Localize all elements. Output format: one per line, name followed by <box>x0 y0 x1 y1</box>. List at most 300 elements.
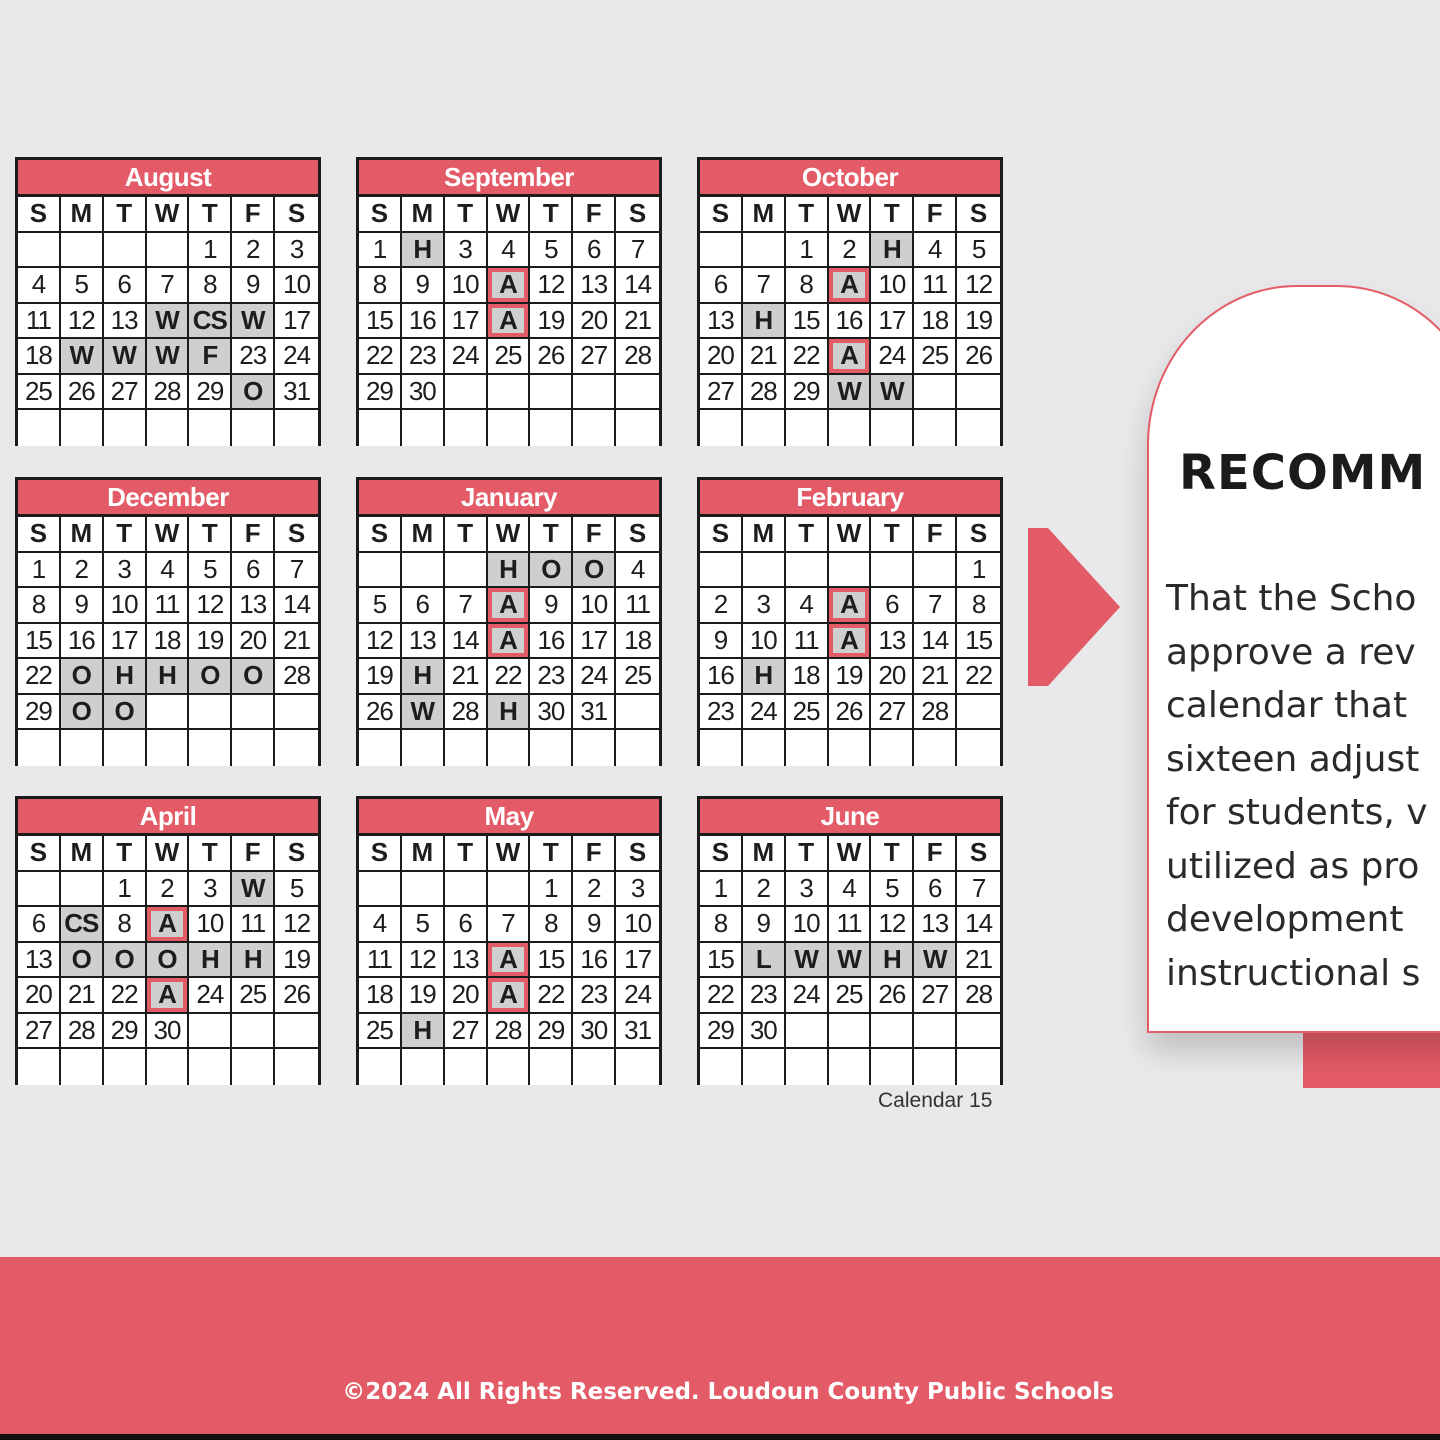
day-cell <box>700 410 743 446</box>
day-cell: 28 <box>488 1014 531 1050</box>
day-cell: 6 <box>871 588 914 624</box>
day-cell: 1 <box>530 872 573 908</box>
day-cell: O <box>530 553 573 589</box>
day-cell: 25 <box>232 978 275 1014</box>
day-cell: 6 <box>445 907 488 943</box>
day-cell <box>829 553 872 589</box>
day-cell: 17 <box>104 624 147 660</box>
day-cell: 5 <box>275 872 318 908</box>
day-cell <box>743 1049 786 1085</box>
day-cell: 24 <box>786 978 829 1014</box>
day-cell: 6 <box>232 553 275 589</box>
day-cell: A <box>147 907 190 943</box>
recommendation-line: approve a rev <box>1166 631 1416 673</box>
weekday-header: S <box>957 197 1000 233</box>
day-cell <box>871 1014 914 1050</box>
month-title: August <box>18 160 318 194</box>
day-cell <box>61 1049 104 1085</box>
day-cell <box>786 730 829 766</box>
day-cell: 22 <box>488 659 531 695</box>
month-calendar-april <box>15 796 321 1085</box>
day-cell: 3 <box>104 553 147 589</box>
card-accent-tab <box>1303 1030 1440 1088</box>
day-cell <box>359 553 402 589</box>
day-cell: 5 <box>61 268 104 304</box>
weekday-header: M <box>743 836 786 872</box>
day-cell: 10 <box>445 268 488 304</box>
day-cell <box>573 375 616 411</box>
day-cell: 10 <box>104 588 147 624</box>
day-cell <box>530 410 573 446</box>
day-cell: 24 <box>871 339 914 375</box>
day-cell: 19 <box>275 943 318 979</box>
weekday-header: T <box>445 197 488 233</box>
day-cell: A <box>488 978 531 1014</box>
weekday-header: F <box>573 517 616 553</box>
weekday-header: W <box>488 517 531 553</box>
weekday-header: S <box>275 197 318 233</box>
day-cell: 13 <box>445 943 488 979</box>
day-cell: 19 <box>530 304 573 340</box>
calendar-caption: Calendar 15 <box>878 1089 993 1112</box>
day-cell: 2 <box>829 233 872 269</box>
day-cell: 24 <box>616 978 659 1014</box>
day-cell: 11 <box>616 588 659 624</box>
day-cell: 12 <box>359 624 402 660</box>
weekday-header: W <box>488 836 531 872</box>
month-calendar-may <box>356 796 662 1085</box>
day-cell: 14 <box>616 268 659 304</box>
day-cell: 10 <box>616 907 659 943</box>
day-cell <box>530 1049 573 1085</box>
day-cell: 1 <box>18 553 61 589</box>
day-cell: O <box>147 943 190 979</box>
day-cell: 5 <box>402 907 445 943</box>
day-cell: H <box>147 659 190 695</box>
day-cell: A <box>829 588 872 624</box>
month-calendar-january <box>356 477 662 766</box>
month-grid <box>359 514 659 766</box>
day-cell <box>957 410 1000 446</box>
day-cell: 7 <box>147 268 190 304</box>
month-grid <box>700 194 1000 446</box>
recommendation-card <box>1147 285 1440 1033</box>
day-cell: 6 <box>700 268 743 304</box>
day-cell <box>402 1049 445 1085</box>
day-cell <box>530 730 573 766</box>
recommendation-line: calendar that <box>1166 685 1408 726</box>
day-cell: O <box>104 695 147 731</box>
month-calendar-august <box>15 157 321 446</box>
day-cell: 17 <box>275 304 318 340</box>
day-cell: 8 <box>700 907 743 943</box>
weekday-header: S <box>18 197 61 233</box>
weekday-header: W <box>147 197 190 233</box>
day-cell: H <box>488 695 531 731</box>
day-cell <box>189 730 232 766</box>
weekday-header: T <box>104 836 147 872</box>
day-cell: 24 <box>189 978 232 1014</box>
weekday-header: S <box>700 517 743 553</box>
day-cell <box>786 553 829 589</box>
day-cell: O <box>232 375 275 411</box>
day-cell <box>61 730 104 766</box>
day-cell: 28 <box>147 375 190 411</box>
day-cell: 7 <box>914 588 957 624</box>
day-cell: 21 <box>616 304 659 340</box>
weekday-header: S <box>359 197 402 233</box>
day-cell: 20 <box>573 304 616 340</box>
day-cell <box>104 410 147 446</box>
day-cell: 10 <box>786 907 829 943</box>
day-cell: 29 <box>530 1014 573 1050</box>
month-title: June <box>700 799 1000 833</box>
recommendation-title: RECOMM <box>1179 445 1427 501</box>
day-cell: 8 <box>359 268 402 304</box>
day-cell: 2 <box>147 872 190 908</box>
day-cell: 13 <box>871 624 914 660</box>
day-cell <box>829 1014 872 1050</box>
day-cell <box>957 375 1000 411</box>
day-cell: 11 <box>18 304 61 340</box>
day-cell: 16 <box>829 304 872 340</box>
day-cell: 26 <box>359 695 402 731</box>
day-cell <box>616 1049 659 1085</box>
month-title: October <box>700 160 1000 194</box>
month-grid <box>700 833 1000 1085</box>
day-cell <box>189 695 232 731</box>
day-cell: 9 <box>530 588 573 624</box>
day-cell: 20 <box>18 978 61 1014</box>
day-cell <box>104 233 147 269</box>
day-cell: 28 <box>445 695 488 731</box>
arrow-connector <box>1028 528 1120 686</box>
day-cell: 18 <box>616 624 659 660</box>
day-cell: 11 <box>786 624 829 660</box>
day-cell: A <box>147 978 190 1014</box>
day-cell: H <box>402 1014 445 1050</box>
day-cell: 25 <box>488 339 531 375</box>
day-cell <box>829 1049 872 1085</box>
day-cell: H <box>743 659 786 695</box>
day-cell <box>189 410 232 446</box>
day-cell: W <box>829 943 872 979</box>
day-cell: 10 <box>871 268 914 304</box>
day-cell: 9 <box>232 268 275 304</box>
day-cell: A <box>829 268 872 304</box>
day-cell <box>743 233 786 269</box>
day-cell <box>232 695 275 731</box>
day-cell: 16 <box>530 624 573 660</box>
day-cell: A <box>488 588 531 624</box>
day-cell: 4 <box>18 268 61 304</box>
day-cell: 27 <box>104 375 147 411</box>
day-cell <box>871 553 914 589</box>
day-cell: 22 <box>530 978 573 1014</box>
weekday-header: T <box>530 197 573 233</box>
month-title: April <box>18 799 318 833</box>
day-cell <box>573 730 616 766</box>
day-cell: 17 <box>871 304 914 340</box>
day-cell <box>700 730 743 766</box>
day-cell: 16 <box>402 304 445 340</box>
month-grid <box>18 194 318 446</box>
day-cell: 23 <box>402 339 445 375</box>
day-cell: 10 <box>275 268 318 304</box>
day-cell <box>914 730 957 766</box>
day-cell: 5 <box>359 588 402 624</box>
day-cell: 24 <box>275 339 318 375</box>
day-cell <box>700 233 743 269</box>
day-cell <box>104 1049 147 1085</box>
day-cell: W <box>871 375 914 411</box>
weekday-header: S <box>700 197 743 233</box>
day-cell: 18 <box>359 978 402 1014</box>
day-cell <box>147 1049 190 1085</box>
day-cell <box>359 410 402 446</box>
day-cell: 3 <box>743 588 786 624</box>
day-cell <box>914 375 957 411</box>
month-calendar-october <box>697 157 1003 446</box>
day-cell: CS <box>61 907 104 943</box>
day-cell: W <box>147 304 190 340</box>
day-cell <box>359 1049 402 1085</box>
day-cell <box>18 872 61 908</box>
day-cell <box>786 1014 829 1050</box>
day-cell: 3 <box>275 233 318 269</box>
day-cell: W <box>402 695 445 731</box>
footer-copyright: ©2024 All Rights Reserved. Loudoun County Public Schools <box>342 1379 1114 1405</box>
weekday-header: S <box>616 197 659 233</box>
day-cell <box>402 872 445 908</box>
day-cell <box>275 695 318 731</box>
weekday-header: T <box>104 517 147 553</box>
day-cell: 3 <box>616 872 659 908</box>
day-cell: 9 <box>700 624 743 660</box>
day-cell: 19 <box>957 304 1000 340</box>
weekday-header: T <box>786 836 829 872</box>
day-cell: 16 <box>700 659 743 695</box>
day-cell: 23 <box>743 978 786 1014</box>
weekday-header: W <box>829 517 872 553</box>
day-cell: 8 <box>189 268 232 304</box>
weekday-header: M <box>61 517 104 553</box>
day-cell <box>488 872 531 908</box>
month-calendar-december <box>15 477 321 766</box>
day-cell: 24 <box>743 695 786 731</box>
day-cell: 26 <box>530 339 573 375</box>
day-cell <box>18 410 61 446</box>
weekday-header: M <box>402 836 445 872</box>
day-cell: 14 <box>445 624 488 660</box>
day-cell: 7 <box>743 268 786 304</box>
day-cell: 1 <box>700 872 743 908</box>
day-cell: 26 <box>275 978 318 1014</box>
weekday-header: S <box>957 517 1000 553</box>
day-cell <box>829 410 872 446</box>
weekday-header: M <box>402 517 445 553</box>
day-cell: 2 <box>232 233 275 269</box>
day-cell: 4 <box>488 233 531 269</box>
day-cell <box>871 410 914 446</box>
weekday-header: M <box>743 197 786 233</box>
day-cell: 16 <box>61 624 104 660</box>
weekday-header: F <box>573 836 616 872</box>
day-cell <box>871 730 914 766</box>
day-cell <box>445 375 488 411</box>
weekday-header: S <box>275 517 318 553</box>
day-cell <box>147 695 190 731</box>
day-cell: 5 <box>871 872 914 908</box>
day-cell: O <box>61 943 104 979</box>
day-cell: 13 <box>914 907 957 943</box>
day-cell: 8 <box>786 268 829 304</box>
day-cell: 21 <box>275 624 318 660</box>
day-cell: 5 <box>957 233 1000 269</box>
day-cell: 4 <box>914 233 957 269</box>
day-cell: A <box>488 624 531 660</box>
day-cell: 19 <box>829 659 872 695</box>
day-cell: 30 <box>530 695 573 731</box>
day-cell: 15 <box>786 304 829 340</box>
day-cell: 26 <box>829 695 872 731</box>
weekday-header: T <box>530 517 573 553</box>
day-cell <box>104 730 147 766</box>
day-cell: W <box>914 943 957 979</box>
weekday-header: S <box>616 517 659 553</box>
day-cell: 20 <box>871 659 914 695</box>
weekday-header: W <box>829 836 872 872</box>
day-cell <box>61 410 104 446</box>
day-cell: 5 <box>530 233 573 269</box>
day-cell <box>914 410 957 446</box>
day-cell: H <box>104 659 147 695</box>
day-cell: 21 <box>957 943 1000 979</box>
day-cell <box>616 695 659 731</box>
bottom-edge <box>0 1434 1440 1440</box>
day-cell: 22 <box>104 978 147 1014</box>
day-cell: 27 <box>18 1014 61 1050</box>
day-cell: 9 <box>743 907 786 943</box>
day-cell: 21 <box>914 659 957 695</box>
weekday-header: T <box>786 197 829 233</box>
day-cell <box>18 1049 61 1085</box>
weekday-header: T <box>189 517 232 553</box>
day-cell: 1 <box>359 233 402 269</box>
weekday-header: T <box>189 197 232 233</box>
day-cell <box>743 730 786 766</box>
day-cell: 19 <box>402 978 445 1014</box>
day-cell: 29 <box>104 1014 147 1050</box>
day-cell <box>957 1049 1000 1085</box>
recommendation-line: development <box>1166 899 1404 940</box>
day-cell: 15 <box>700 943 743 979</box>
day-cell: O <box>61 695 104 731</box>
day-cell: W <box>786 943 829 979</box>
day-cell <box>402 730 445 766</box>
day-cell: 7 <box>445 588 488 624</box>
weekday-header: W <box>147 836 190 872</box>
day-cell: 21 <box>61 978 104 1014</box>
day-cell: 27 <box>445 1014 488 1050</box>
month-title: January <box>359 480 659 514</box>
day-cell <box>232 1014 275 1050</box>
day-cell: 13 <box>18 943 61 979</box>
day-cell: 4 <box>616 553 659 589</box>
day-cell: 27 <box>914 978 957 1014</box>
weekday-header: W <box>488 197 531 233</box>
weekday-header: M <box>61 836 104 872</box>
day-cell: 5 <box>189 553 232 589</box>
day-cell: 6 <box>402 588 445 624</box>
day-cell <box>275 730 318 766</box>
day-cell <box>18 233 61 269</box>
day-cell: 28 <box>61 1014 104 1050</box>
day-cell: 31 <box>275 375 318 411</box>
day-cell <box>700 553 743 589</box>
day-cell: 16 <box>573 943 616 979</box>
day-cell <box>359 872 402 908</box>
day-cell <box>445 1049 488 1085</box>
day-cell <box>147 410 190 446</box>
day-cell <box>914 1014 957 1050</box>
recommendation-body <box>1166 572 1440 1000</box>
month-grid <box>700 514 1000 766</box>
day-cell <box>957 1014 1000 1050</box>
month-title: February <box>700 480 1000 514</box>
day-cell <box>829 730 872 766</box>
day-cell: 27 <box>700 375 743 411</box>
day-cell: 17 <box>573 624 616 660</box>
day-cell: 18 <box>147 624 190 660</box>
day-cell: 7 <box>616 233 659 269</box>
day-cell <box>18 730 61 766</box>
day-cell <box>61 872 104 908</box>
day-cell: 3 <box>189 872 232 908</box>
day-cell <box>147 730 190 766</box>
day-cell <box>700 1049 743 1085</box>
day-cell: 18 <box>18 339 61 375</box>
day-cell <box>402 553 445 589</box>
day-cell: A <box>829 624 872 660</box>
day-cell: 14 <box>275 588 318 624</box>
day-cell: 2 <box>700 588 743 624</box>
day-cell: 14 <box>957 907 1000 943</box>
day-cell: 6 <box>573 233 616 269</box>
day-cell <box>743 410 786 446</box>
day-cell: 8 <box>104 907 147 943</box>
weekday-header: T <box>445 517 488 553</box>
day-cell: 23 <box>530 659 573 695</box>
day-cell: 12 <box>871 907 914 943</box>
day-cell: 22 <box>359 339 402 375</box>
month-grid <box>359 194 659 446</box>
day-cell: 12 <box>530 268 573 304</box>
day-cell <box>573 410 616 446</box>
weekday-header: T <box>871 517 914 553</box>
day-cell: 4 <box>786 588 829 624</box>
day-cell: 21 <box>445 659 488 695</box>
day-cell <box>275 1049 318 1085</box>
day-cell <box>402 410 445 446</box>
day-cell <box>786 410 829 446</box>
day-cell: W <box>104 339 147 375</box>
day-cell: A <box>829 339 872 375</box>
weekday-header: S <box>616 836 659 872</box>
day-cell: 2 <box>743 872 786 908</box>
day-cell: 8 <box>530 907 573 943</box>
day-cell: H <box>871 943 914 979</box>
